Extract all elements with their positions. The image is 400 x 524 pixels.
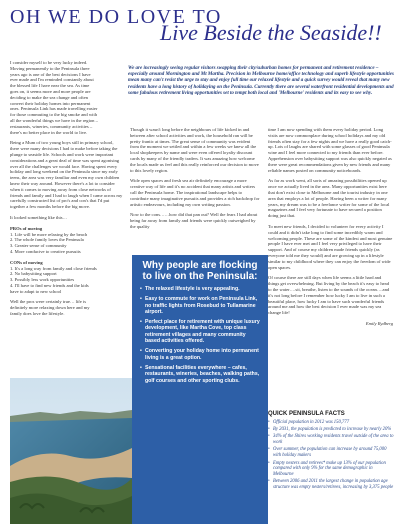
- list-item: • 34% of the Shires working residents travel outside of the area to work: [268, 434, 394, 446]
- column-right: [268, 127, 393, 327]
- why-people-flocking-box: [132, 255, 268, 524]
- list-item: • By 2031, the population is predicted to increase by nearly 20%: [268, 427, 394, 433]
- headline-line-1: OH WE DO LOVE TO: [10, 6, 222, 28]
- author-signature: Emily Rydberg: [365, 320, 393, 326]
- list-item: • Easy to commute for work on Peninsula Link, no traffic lights from Rosebud to Tullamarine airport.: [140, 296, 262, 315]
- cons-list: [10, 266, 98, 295]
- box-heading: Why people are flocking to live on the Peninsula:: [142, 260, 258, 282]
- list-item: 4. I'll have to find new friends and the kids have to adapt to new school: [10, 282, 89, 294]
- list-item: 2. The whole family loves the Peninsula: [10, 237, 84, 243]
- paragraph: As far as work went, all sorts of amazing possibilities opened up once we actually lived in the area. Many opportunities exist here that don't exist close to Melbourne and the tourist industry in one area that employs a lot of people. Having been a writer for many years, my dream was to be a freelance writer for some of the local magazines and I feel very fortunate to have secured a position doing just that.: [268, 178, 390, 219]
- list-item: 1. It's a long way from family and close friends: [10, 265, 97, 271]
- list-item: • Sensational facilities everywhere – cafes, restaurants, wineries, beaches, walking paths, golf courses and other sporting clubs.: [140, 365, 262, 384]
- list-item: 3. Greater sense of community: [10, 243, 67, 249]
- headline-line-2: Live Beside the Seaside!!: [160, 20, 382, 45]
- paragraph: It looked something like this…: [10, 214, 68, 220]
- list-item: 4. More conducive to creative pursuits: [10, 248, 81, 254]
- list-item: • Converting your holiday home into permanent living is a great option.: [140, 348, 262, 361]
- list-item: 1. Life will be more relaxing by the beach: [10, 231, 88, 237]
- list-item: 2. No babysitting support: [10, 271, 57, 277]
- paragraph: time I am now spending with them every holiday period. Long visits are now commonplace during school holidays and my old friends often stay for a few nights and we have a really good catch-up. Lots of laughs are shared with some glasses of good Peninsula wine and I feel more connected to my friends than ever before. Apprehension over babysitting support was also quickly negated as there were great recommendations given by new friends and many reliable names posted on community noticeboards.: [268, 127, 392, 173]
- paragraph: I consider myself to be very lucky indeed. Moving permanently to the Peninsula three years ago is one of the best decisions I have ever made and I'm reminded constantly about the blessed life I have near the sea. As time goes on, it seems more and more people are deciding to make the sea change and often convert their holiday homes into permanent ones. Peninsula Link has made travelling easier for those commuting to the big smoke and with all the wonderful things we have in the region – restaurants, wineries, community activities – there's no better place in the world to live.: [10, 60, 98, 135]
- pros-title: PROs of moving: [10, 225, 43, 231]
- list-item: 3. Possibly less work opportunities: [10, 277, 75, 283]
- cons-title: CONs of moving: [10, 259, 43, 265]
- paragraph: Wide open spaces and fresh sea air definitely encourage a more creative way of life and it's no accident that many artists and writers call the Peninsula home. The inspirational landscape helps to contribute many imaginative pursuits and provides a rich backdrop for artistic endeavours, including my own writing passion.: [130, 178, 260, 207]
- list-item: • Perfect place for retirement with unique luxury development, like Martha Cove, top class retirement villages and many community based activities offered.: [140, 319, 262, 344]
- reasons-list: [132, 286, 268, 384]
- paragraph: Well the pros were certainly true… life is definitely more relaxing down here and my family does love the lifestyle.: [10, 299, 90, 317]
- paragraph: Though it wasn't long before the neighbours of life kicked in and between after school activities and work, the household ran will be pretty frantic at times. The great sense of community was evident from the moment we settled and within a few weeks we knew all the local shopkeepers by name and were even offered loyalty discount cards by many of the friendly traders. It was amazing how welcome the locals made us feel and this really reinforced our decision to move to this lovely region.: [130, 127, 259, 173]
- pros-list: [10, 232, 98, 255]
- paragraph: Now to the cons……how did that pan out? Well the fears I had about being far away from family and friends were quickly outweighed by the quality: [130, 212, 258, 229]
- quick-facts-panel: [268, 412, 394, 493]
- coastline-photo: [10, 378, 132, 524]
- list-item: • Between 2006 and 2011 the largest change in population age structure was empty nesters/retirees, increasing by 3,375 people: [268, 479, 394, 491]
- facts-list: [268, 420, 394, 491]
- paragraph: Being a Mum of two young boys still in primary school, there were many decisions I had to make before taking the plunge to seaside life. Schools and work were important considerations and a great deal of time was spent agonising over all the challenges we would face. Having spent every holiday and long weekend on the Peninsula since my early teens, the area was very familiar and even my own children knew their way around. However there's a lot to consider when it comes to moving away from close networks of friends and family and I had to laugh when I came across my carefully constructed list of pro's and con's that I'd put together a few months before the big move.: [10, 140, 123, 210]
- article-headline: [10, 4, 395, 50]
- column-left: [10, 60, 123, 322]
- list-item: • Empty nesters and retirees* make up 13% of our population compared with only 9% for the same demographic in Melbourne: [268, 461, 394, 478]
- facts-heading: QUICK PENINSULA FACTS: [268, 411, 345, 417]
- intro-paragraph: We are increasingly seeing regular visitors swapping their city/suburban homes for permanent and retirement residence – especially around Mornington and Mt Martha. Precision in Melbourne home/office technology and superb lifestyle opportunities mean many can't resist the urge to stay and enjoy full time our relaxed lifestyle and a quick survey would reveal that many new residents have a long history of holidaying on the Peninsula. Currently there are several waterfront residential developments and some fabulous retirement living opportunities set to tempt both local and 'Melbourne' residents and its easy to see why.: [128, 66, 394, 96]
- paragraph: Of course there are still days when life seems a little hard and things get overwhelming. But living by the beach it's easy to head to the water….sit, breathe, listen to the sounds of the ocean….and it's not long before I remember how lucky I am to live in such a beautiful place, how lucky I am to have such wonderful friends around me and how the best decision I ever made was my sea change life!: [268, 275, 390, 316]
- list-item: • The relaxed lifestyle is very appealing.: [140, 286, 262, 292]
- paragraph: To meet new friends, I decided to volunteer for every activity I could and it didn't take long to find some incredibly warm and welcoming people. These are some of the kindest and most genuine people I have ever met and I feel very privileged to have their support. And of course my children made friends quickly (as everyone told me they would) and are growing up in a lifestyle similar to my childhood where they can enjoy the freedom of wide open spaces.: [268, 223, 393, 270]
- column-middle: [130, 127, 260, 235]
- coastline-photo-image: [10, 378, 132, 524]
- list-item: • Official population in 2012 was 150,777: [268, 420, 394, 426]
- list-item: • Over summer, the population can increase by around 75,000 with holiday makers: [268, 447, 394, 459]
